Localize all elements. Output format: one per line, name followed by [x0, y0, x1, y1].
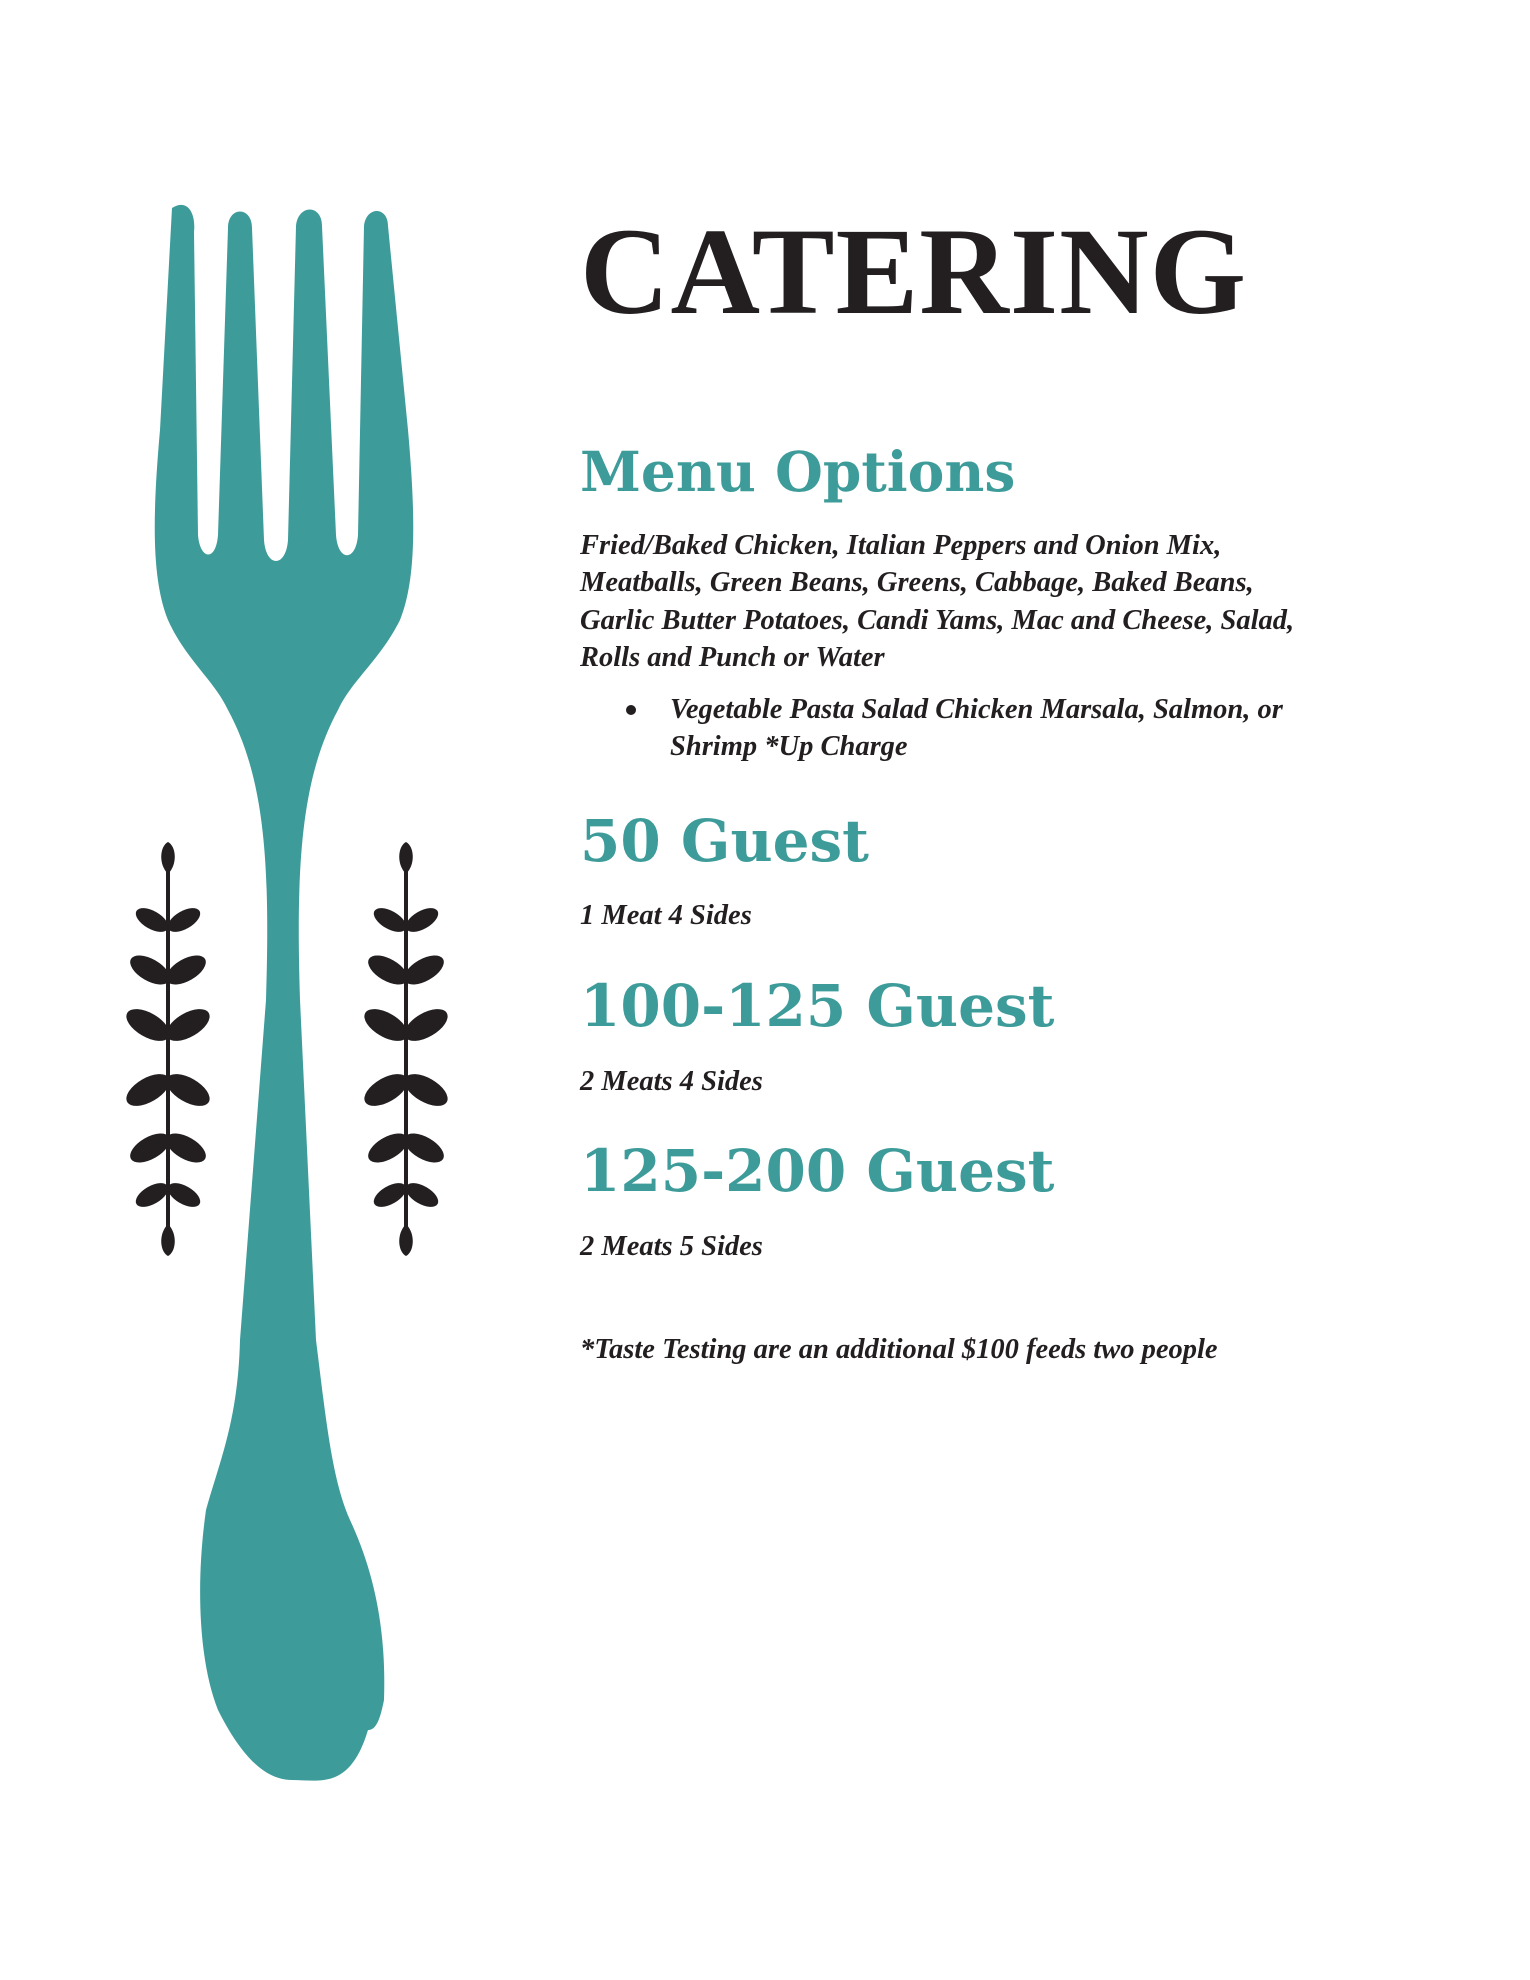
tier-125-200-guest: [580, 1137, 1310, 1265]
tier-heading: 50 Guest: [580, 806, 869, 875]
menu-upcharge-text: Vegetable Pasta Salad Chicken Marsala, Salmon, or Shrimp *Up Charge: [670, 693, 1283, 762]
page-title: CATERING: [580, 203, 1248, 340]
tier-100-125-guest: [580, 971, 1310, 1100]
leaf-sprig-icon: [121, 842, 215, 1256]
taste-testing-footnote: *Taste Testing are an additional $100 feeds two people: [580, 1334, 1218, 1366]
fork-icon: [155, 205, 414, 1781]
tier-detail: 2 Meats 5 Sides: [580, 1230, 763, 1262]
fork-illustration: [0, 0, 460, 1980]
menu-options-bullets: [580, 691, 1310, 766]
catering-content: [580, 203, 1310, 1369]
tier-detail: 2 Meats 4 Sides: [580, 1065, 763, 1097]
tier-50-guest: [580, 806, 1310, 935]
tier-detail: 1 Meat 4 Sides: [580, 900, 752, 932]
menu-options-heading: Menu Options: [580, 439, 1016, 504]
leaf-sprig-icon: [359, 842, 453, 1256]
bullet-icon: [626, 705, 636, 715]
tier-heading: 125-200 Guest: [580, 1137, 1055, 1206]
tier-heading: 100-125 Guest: [580, 971, 1055, 1040]
list-item: [670, 691, 1310, 766]
menu-options-description: Fried/Baked Chicken, Italian Peppers and Onion Mix, Meatballs, Green Beans, Greens, Cabbage, Baked Beans, Garlic Butter Potatoes, Candi Yams, Mac and Cheese, Salad, Rolls and Punch or Water: [580, 529, 1295, 673]
